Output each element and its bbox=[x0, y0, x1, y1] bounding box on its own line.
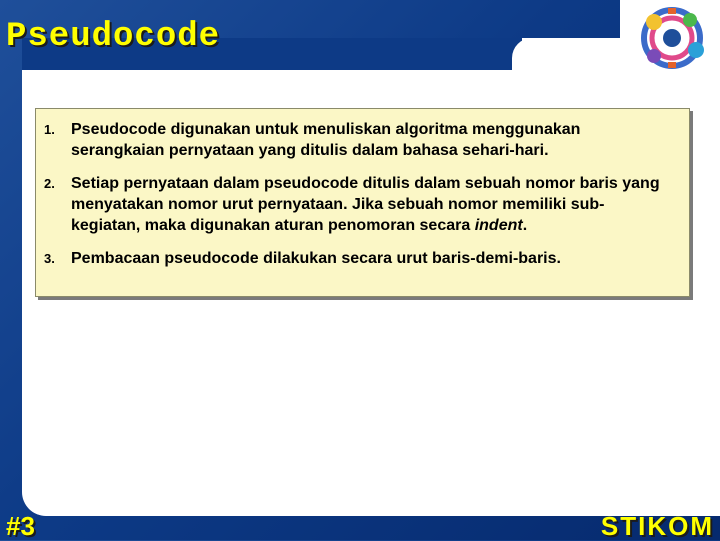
list-text-emphasis: indent bbox=[474, 217, 523, 234]
list-number: 1. bbox=[44, 122, 55, 137]
slide-number: #3 bbox=[6, 511, 35, 541]
footer-brand: STIKOM bbox=[600, 511, 714, 541]
list-text-end: . bbox=[522, 217, 528, 234]
slide-title: Pseudocode bbox=[6, 18, 221, 56]
list-text-main: Setiap pernyataan dalam pseudocode ditulis dalam sebuah nomor baris yang menyatakan nomor urut pernyataan. Jika sebuah nomor memiliki sub-kegiatan, maka digunakan aturan penomoran secara bbox=[71, 175, 660, 234]
list-text: Pembacaan pseudocode dilakukan secara urut baris-demi-baris. bbox=[71, 250, 561, 267]
list-text: Pseudocode digunakan untuk menuliskan algoritma menggunakan serangkaian pernyataan yang ditulis dalam bahasa sehari-hari. bbox=[71, 121, 581, 159]
content-box bbox=[35, 108, 690, 297]
list-number: 2. bbox=[44, 176, 55, 191]
logo-image bbox=[620, 0, 720, 78]
list-number: 3. bbox=[44, 251, 55, 266]
list-item bbox=[44, 119, 669, 161]
list-item bbox=[44, 173, 669, 236]
gears-logo-icon bbox=[620, 0, 720, 78]
list-item bbox=[44, 248, 669, 269]
list-text bbox=[71, 173, 669, 236]
